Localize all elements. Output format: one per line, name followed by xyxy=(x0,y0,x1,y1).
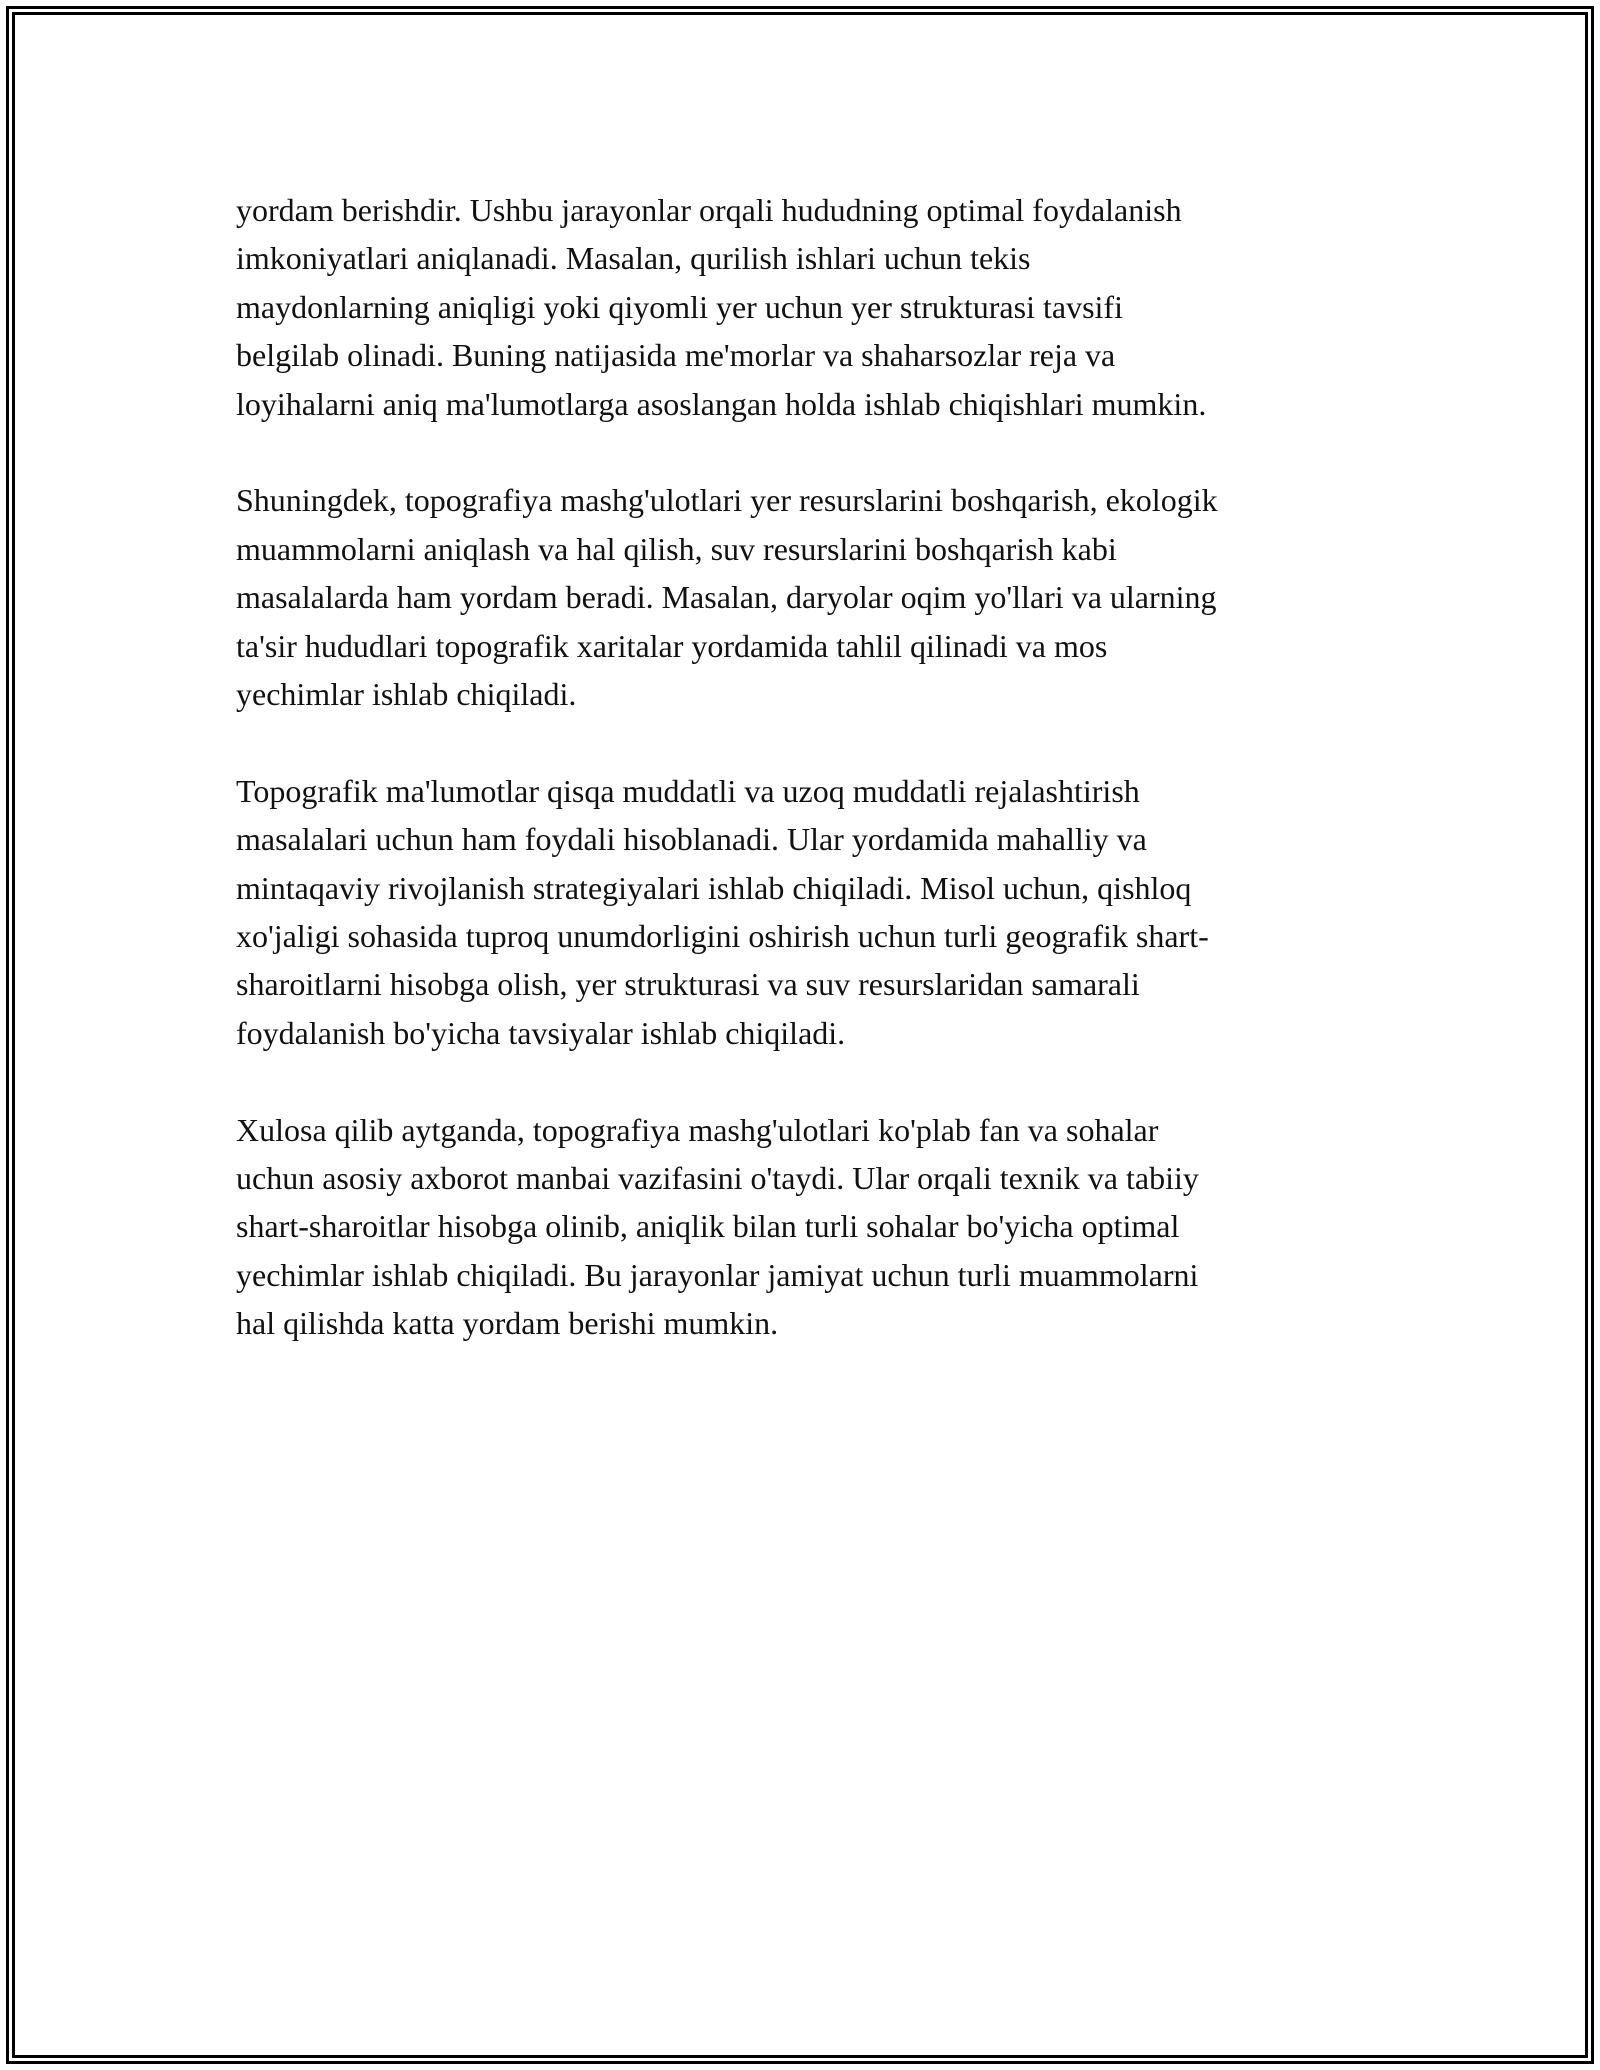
paragraph-1: yordam berishdir. Ushbu jarayonlar orqali hududning optimal foydalanish imkoniyatlari aniqlanadi. Masalan, qurilish ishlari uchun tekis maydonlarning aniqligi yoki qiyomli yer uchun yer strukturasi tavsifi belgilab olinadi. Buning natijasida me'morlar va shaharsozlar reja va loyihalarni aniq ma'lumotlarga asoslangan holda ishlab chiqishlari mumkin. xyxy=(236,192,1207,422)
paragraph-3: Topografik ma'lumotlar qisqa muddatli va uzoq muddatli rejalashtirish masalalari uchun ham foydali hisoblanadi. Ular yordamida mahalliy va mintaqaviy rivojlanish strategiyalari ishlab chiqiladi. Misol uchun, qishloq xo'jaligi sohasida tuproq unumdorligini oshirish uchun turli geografik shart- sharoitlarni hisobga olish, yer strukturasi va suv resurslaridan samarali foydalanish bo'yicha tavsiyalar ishlab chiqiladi. xyxy=(236,772,1209,1051)
paragraph-2: Shuningdek, topografiya mashg'ulotlari yer resurslarini boshqarish, ekologik muammolarni aniqlash va hal qilish, suv resurslarini boshqarish kabi masalalarda ham yordam beradi. Masalan, daryolar oqim yo'llari va ularning ta'sir hududlari topografik xaritalar yordamida tahlil qilinadi va mos yechimlar ishlab chiqiladi. xyxy=(236,482,1218,713)
document-body xyxy=(236,186,1364,1396)
paragraph-4: Xulosa qilib aytganda, topografiya mashg'ulotlari ko'plab fan va sohalar uchun asosiy axborot manbai vazifasini o'taydi. Ular orqali texnik va tabiiy shart-sharoitlar hisobga olinib, aniqlik bilan turli sohalar bo'yicha optimal yechimlar ishlab chiqiladi. Bu jarayonlar jamiyat uchun turli muammolarni hal qilishda katta yordam berishi mumkin. xyxy=(236,1111,1199,1342)
